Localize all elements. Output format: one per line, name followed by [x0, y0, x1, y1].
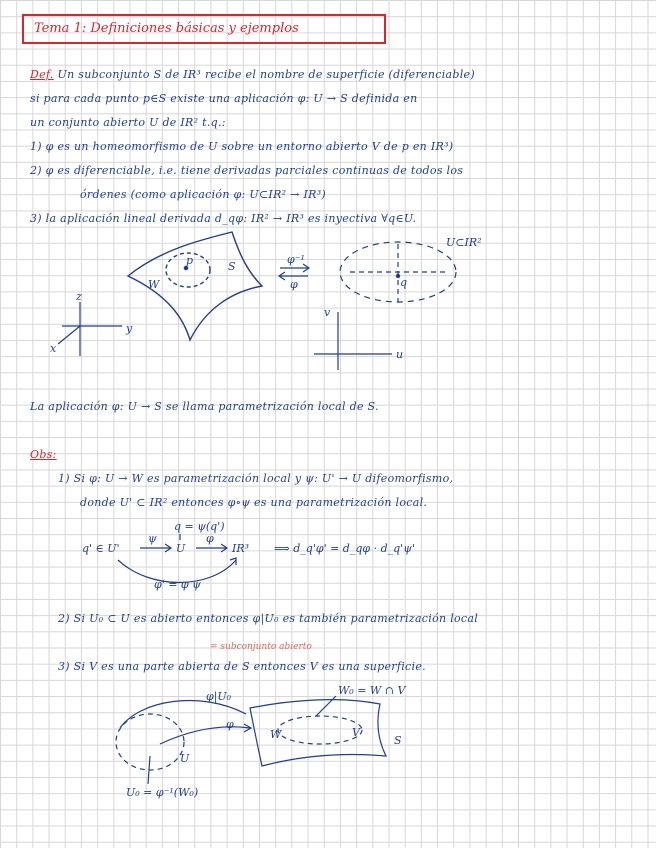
f2-u0: U₀ = φ⁻¹(W₀)	[126, 786, 199, 799]
def-label: Def.	[30, 68, 54, 81]
diag-phi: φ	[206, 532, 214, 545]
obs-label: Obs:	[30, 448, 57, 461]
xyz-axes	[58, 302, 122, 356]
label-phi-inverse: φ⁻¹	[287, 253, 305, 266]
diag-comp: φ' = φ ψ	[154, 578, 201, 591]
param-line: La aplicación φ: U → S se llama parametrización local de S.	[30, 400, 379, 413]
label-s: S	[228, 260, 236, 273]
label-q: q	[400, 276, 408, 289]
diag-qeq: q = ψ(q')	[174, 520, 225, 533]
def-item-2: 2) φ es diferenciable, i.e. tiene derivadas parciales continuas de todos los	[30, 164, 464, 177]
diag-psi: ψ	[148, 532, 157, 545]
def-text-1: Un subconjunto S de IR³ recibe el nombre de superficie (diferenciable)	[57, 68, 475, 81]
f2-phi-u0: φ|U₀	[206, 690, 232, 703]
f2-v: V	[352, 726, 360, 739]
diag-u: U	[176, 542, 186, 555]
obs-3-note: = subconjunto abierto	[210, 642, 312, 652]
def-item-1: 1) φ es un homeomorfismo de U sobre un entorno abierto V de p en IR³)	[30, 140, 454, 153]
def-line-2: si para cada punto p∈S existe una aplicación φ: U → S definida en	[30, 92, 418, 105]
label-p: p	[186, 254, 194, 267]
u-region	[314, 242, 456, 370]
obs-1-line-2: donde U' ⊂ IR² entonces φ∘ψ es una parametrización local.	[80, 496, 428, 509]
def-line-3: un conjunto abierto U de IR² t.q.:	[30, 116, 226, 129]
label-w: W	[148, 278, 160, 291]
page-title: Tema 1: Definiciones básicas y ejemplos	[22, 14, 386, 44]
open-subset-figure	[116, 696, 386, 784]
f2-s: S	[394, 734, 402, 747]
diag-result: ⟹ d_q'φ' = d_qφ · d_q'ψ'	[274, 542, 415, 555]
axis-x: x	[50, 342, 57, 355]
f2-w: W	[270, 728, 282, 741]
obs-3: 3) Si V es una parte abierta de S entonces V es una superficie.	[58, 660, 426, 673]
label-phi: φ	[290, 278, 298, 291]
label-u-region: U⊂IR²	[446, 236, 482, 249]
axis-y: y	[126, 322, 133, 335]
diag-qprime: q' ∈ U'	[82, 542, 120, 555]
axis-u: u	[396, 348, 404, 361]
def-item-2b: órdenes (como aplicación φ: U⊂IR² → IR³)	[80, 188, 326, 201]
obs-1-line-1: 1) Si φ: U → W es parametrización local y ψ: U' → U difeomorfismo,	[58, 472, 454, 485]
obs-2: 2) Si U₀ ⊂ U es abierto entonces φ|U₀ es también parametrización local	[58, 612, 479, 625]
axis-z: z	[76, 290, 82, 303]
def-item-3: 3) la aplicación lineal derivada d_qφ: IR² → IR³ es inyectiva ∀q∈U.	[30, 212, 417, 225]
axis-v: v	[324, 306, 331, 319]
f2-w0: W₀ = W ∩ V	[338, 684, 406, 697]
f2-u: U	[180, 752, 190, 765]
diag-r3: IR³	[232, 542, 250, 555]
f2-phi: φ	[226, 718, 234, 731]
